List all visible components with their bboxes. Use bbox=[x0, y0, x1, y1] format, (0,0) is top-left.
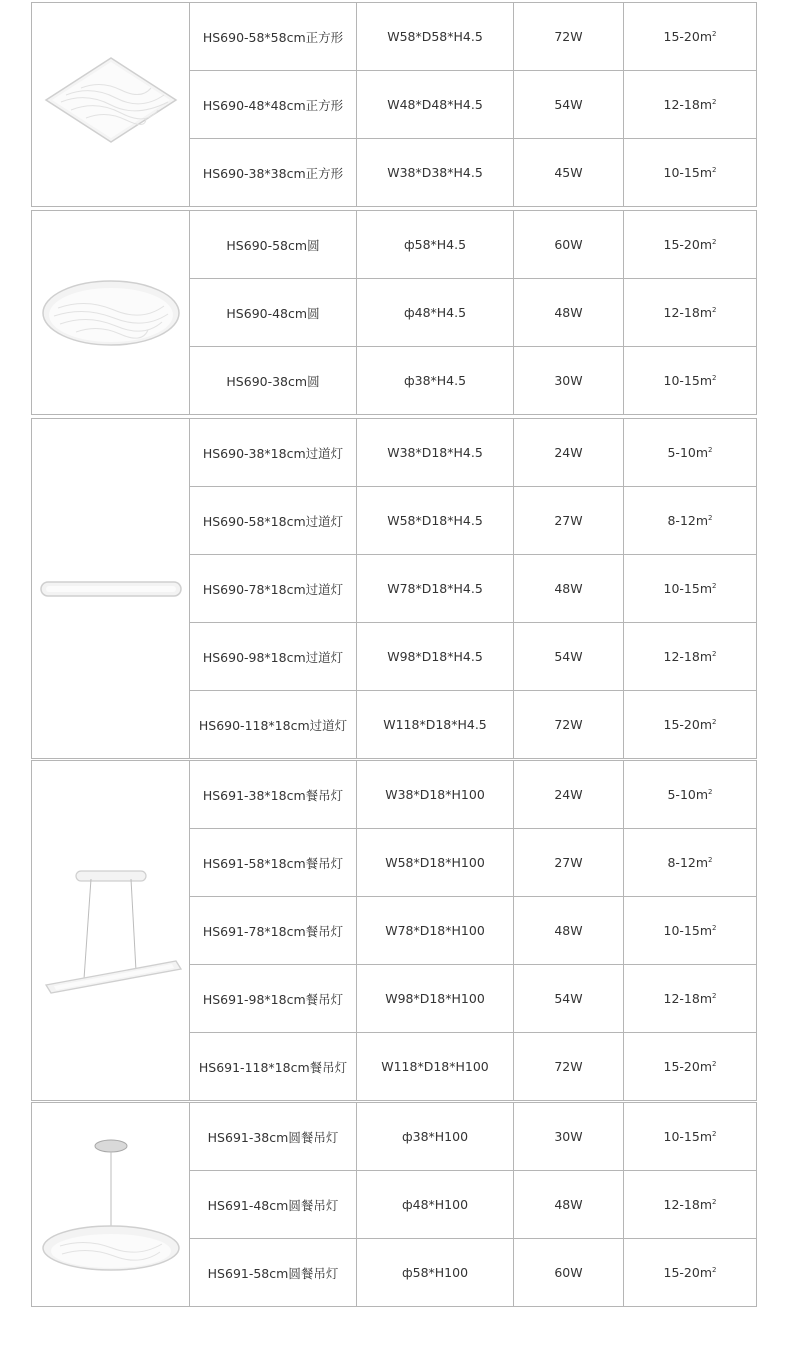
power-cell: 72W bbox=[514, 1033, 624, 1101]
area-value: 15-20m bbox=[663, 237, 713, 252]
area-value: 10-15m bbox=[663, 923, 713, 938]
power-cell: 54W bbox=[514, 623, 624, 691]
spec-table bbox=[31, 210, 757, 415]
size-cell: ф58*H4.5 bbox=[357, 211, 514, 279]
area-unit-sup: 2 bbox=[712, 237, 717, 246]
product-group-round-pendant bbox=[31, 1102, 756, 1307]
area-value: 8-12m bbox=[667, 513, 709, 528]
area-unit-sup: 2 bbox=[712, 923, 717, 932]
area-value: 12-18m bbox=[663, 1197, 713, 1212]
power-cell: 30W bbox=[514, 347, 624, 415]
table-row bbox=[32, 3, 757, 71]
area-value: 12-18m bbox=[663, 97, 713, 112]
product-image-cell bbox=[32, 419, 190, 759]
area-value: 12-18m bbox=[663, 991, 713, 1006]
size-cell: W78*D18*H4.5 bbox=[357, 555, 514, 623]
area-cell bbox=[624, 1239, 757, 1307]
area-unit-sup: 2 bbox=[712, 717, 717, 726]
square-lamp-image bbox=[36, 50, 186, 160]
area-cell bbox=[624, 1171, 757, 1239]
power-cell: 27W bbox=[514, 829, 624, 897]
area-unit-sup: 2 bbox=[708, 445, 713, 454]
model-cell: HS690-58cm圆 bbox=[190, 211, 357, 279]
table-row bbox=[32, 1103, 757, 1171]
linear-pendant-image bbox=[36, 861, 186, 1001]
model-cell: HS690-78*18cm过道灯 bbox=[190, 555, 357, 623]
model-cell: HS691-78*18cm餐吊灯 bbox=[190, 897, 357, 965]
area-value: 5-10m bbox=[667, 787, 709, 802]
power-cell: 24W bbox=[514, 761, 624, 829]
area-value: 12-18m bbox=[663, 305, 713, 320]
area-cell bbox=[624, 211, 757, 279]
area-value: 10-15m bbox=[663, 581, 713, 596]
model-cell: HS690-58*58cm正方形 bbox=[190, 3, 357, 71]
model-cell: HS690-118*18cm过道灯 bbox=[190, 691, 357, 759]
size-cell: ф48*H4.5 bbox=[357, 279, 514, 347]
aisle-lamp-image bbox=[36, 574, 186, 604]
power-cell: 48W bbox=[514, 279, 624, 347]
round-pendant-image bbox=[36, 1130, 186, 1280]
size-cell: W118*D18*H4.5 bbox=[357, 691, 514, 759]
area-value: 5-10m bbox=[667, 445, 709, 460]
area-value: 8-12m bbox=[667, 855, 709, 870]
spec-table bbox=[31, 760, 757, 1101]
product-group-aisle bbox=[31, 418, 756, 759]
area-cell bbox=[624, 347, 757, 415]
area-value: 15-20m bbox=[663, 29, 713, 44]
area-unit-sup: 2 bbox=[712, 165, 717, 174]
area-value: 10-15m bbox=[663, 1129, 713, 1144]
power-cell: 72W bbox=[514, 691, 624, 759]
product-image-cell bbox=[32, 761, 190, 1101]
product-group-linear-pendant bbox=[31, 760, 756, 1101]
product-image-cell bbox=[32, 3, 190, 207]
area-cell bbox=[624, 1033, 757, 1101]
power-cell: 45W bbox=[514, 139, 624, 207]
power-cell: 48W bbox=[514, 1171, 624, 1239]
model-cell: HS691-38*18cm餐吊灯 bbox=[190, 761, 357, 829]
area-value: 10-15m bbox=[663, 373, 713, 388]
table-row bbox=[32, 761, 757, 829]
area-value: 15-20m bbox=[663, 1059, 713, 1074]
model-cell: HS690-58*18cm过道灯 bbox=[190, 487, 357, 555]
area-cell bbox=[624, 279, 757, 347]
size-cell: W58*D18*H100 bbox=[357, 829, 514, 897]
area-unit-sup: 2 bbox=[712, 991, 717, 1000]
area-cell bbox=[624, 3, 757, 71]
area-cell bbox=[624, 71, 757, 139]
table-row bbox=[32, 419, 757, 487]
area-value: 15-20m bbox=[663, 717, 713, 732]
area-cell bbox=[624, 897, 757, 965]
area-unit-sup: 2 bbox=[712, 305, 717, 314]
model-cell: HS690-98*18cm过道灯 bbox=[190, 623, 357, 691]
model-cell: HS690-48*48cm正方形 bbox=[190, 71, 357, 139]
area-unit-sup: 2 bbox=[712, 1197, 717, 1206]
size-cell: W98*D18*H100 bbox=[357, 965, 514, 1033]
model-cell: HS690-48cm圆 bbox=[190, 279, 357, 347]
model-cell: HS690-38cm圆 bbox=[190, 347, 357, 415]
area-cell bbox=[624, 419, 757, 487]
area-cell bbox=[624, 829, 757, 897]
area-unit-sup: 2 bbox=[708, 787, 713, 796]
model-cell: HS691-118*18cm餐吊灯 bbox=[190, 1033, 357, 1101]
area-unit-sup: 2 bbox=[712, 97, 717, 106]
model-cell: HS691-58cm圆餐吊灯 bbox=[190, 1239, 357, 1307]
size-cell: W58*D58*H4.5 bbox=[357, 3, 514, 71]
size-cell: W38*D18*H4.5 bbox=[357, 419, 514, 487]
model-cell: HS691-48cm圆餐吊灯 bbox=[190, 1171, 357, 1239]
size-cell: ф38*H4.5 bbox=[357, 347, 514, 415]
area-value: 10-15m bbox=[663, 165, 713, 180]
area-value: 15-20m bbox=[663, 1265, 713, 1280]
model-cell: HS690-38*38cm正方形 bbox=[190, 139, 357, 207]
spec-table bbox=[31, 1102, 757, 1307]
power-cell: 48W bbox=[514, 555, 624, 623]
product-image-cell bbox=[32, 1103, 190, 1307]
model-cell: HS691-98*18cm餐吊灯 bbox=[190, 965, 357, 1033]
power-cell: 27W bbox=[514, 487, 624, 555]
product-group-round bbox=[31, 210, 756, 415]
power-cell: 54W bbox=[514, 965, 624, 1033]
area-unit-sup: 2 bbox=[708, 513, 713, 522]
area-cell bbox=[624, 555, 757, 623]
size-cell: W78*D18*H100 bbox=[357, 897, 514, 965]
area-unit-sup: 2 bbox=[712, 581, 717, 590]
area-unit-sup: 2 bbox=[708, 855, 713, 864]
area-cell bbox=[624, 623, 757, 691]
size-cell: ф48*H100 bbox=[357, 1171, 514, 1239]
power-cell: 60W bbox=[514, 211, 624, 279]
size-cell: ф38*H100 bbox=[357, 1103, 514, 1171]
size-cell: W38*D38*H4.5 bbox=[357, 139, 514, 207]
model-cell: HS691-38cm圆餐吊灯 bbox=[190, 1103, 357, 1171]
size-cell: W98*D18*H4.5 bbox=[357, 623, 514, 691]
size-cell: W48*D48*H4.5 bbox=[357, 71, 514, 139]
size-cell: W58*D18*H4.5 bbox=[357, 487, 514, 555]
area-value: 12-18m bbox=[663, 649, 713, 664]
size-cell: ф58*H100 bbox=[357, 1239, 514, 1307]
product-group-square bbox=[31, 2, 756, 207]
power-cell: 30W bbox=[514, 1103, 624, 1171]
area-unit-sup: 2 bbox=[712, 649, 717, 658]
area-cell bbox=[624, 487, 757, 555]
area-unit-sup: 2 bbox=[712, 1059, 717, 1068]
power-cell: 60W bbox=[514, 1239, 624, 1307]
area-cell bbox=[624, 139, 757, 207]
power-cell: 24W bbox=[514, 419, 624, 487]
area-cell bbox=[624, 1103, 757, 1171]
area-cell bbox=[624, 965, 757, 1033]
area-unit-sup: 2 bbox=[712, 29, 717, 38]
size-cell: W118*D18*H100 bbox=[357, 1033, 514, 1101]
area-unit-sup: 2 bbox=[712, 1129, 717, 1138]
table-row bbox=[32, 211, 757, 279]
model-cell: HS691-58*18cm餐吊灯 bbox=[190, 829, 357, 897]
area-unit-sup: 2 bbox=[712, 1265, 717, 1274]
size-cell: W38*D18*H100 bbox=[357, 761, 514, 829]
round-lamp-image bbox=[36, 268, 186, 358]
area-cell bbox=[624, 761, 757, 829]
model-cell: HS690-38*18cm过道灯 bbox=[190, 419, 357, 487]
power-cell: 48W bbox=[514, 897, 624, 965]
product-image-cell bbox=[32, 211, 190, 415]
power-cell: 72W bbox=[514, 3, 624, 71]
spec-table bbox=[31, 418, 757, 759]
area-unit-sup: 2 bbox=[712, 373, 717, 382]
area-cell bbox=[624, 691, 757, 759]
power-cell: 54W bbox=[514, 71, 624, 139]
spec-table bbox=[31, 2, 757, 207]
